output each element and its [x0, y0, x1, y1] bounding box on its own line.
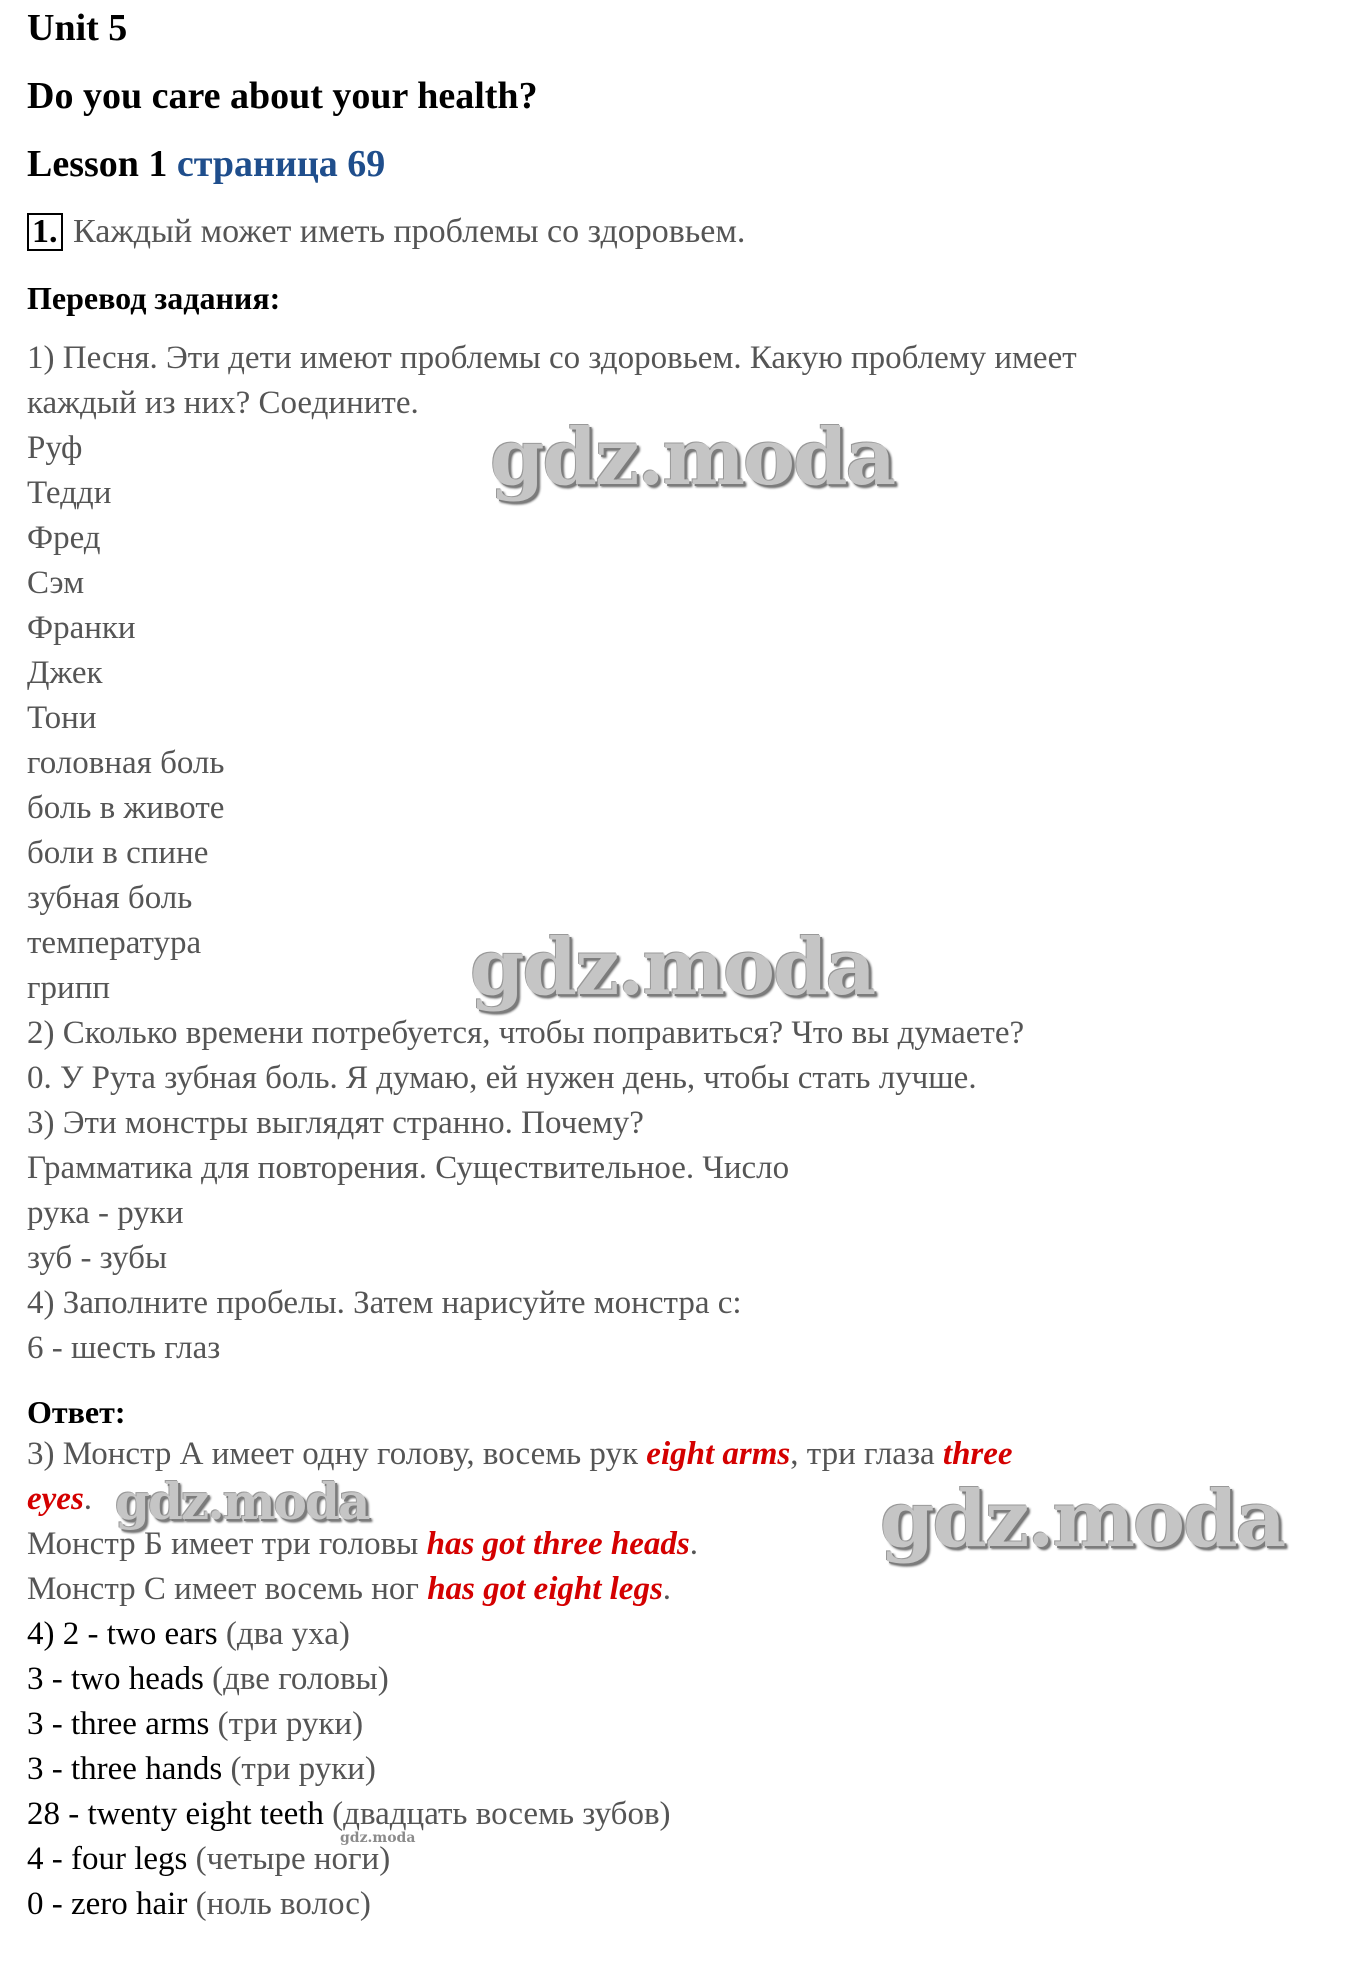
translation-lines: [27, 336, 1077, 1371]
answer-text: .: [83, 1481, 93, 1517]
answer-item-en: 4 - four legs: [27, 1841, 188, 1877]
answer-monster-a-line2: [27, 1477, 1013, 1522]
answer-monster-a-line1: [27, 1432, 1013, 1477]
watermark: gdz.moda: [490, 412, 895, 503]
answer-item-en: 3 - three arms: [27, 1706, 210, 1742]
translation-line: Франки: [27, 610, 136, 646]
translation-line: 4) Заполните пробелы. Затем нарисуйте монстра с:: [27, 1285, 742, 1321]
translation-line: боль в животе: [27, 790, 225, 826]
unit-title: Unit 5: [27, 7, 128, 49]
translation-heading: Перевод задания:: [27, 280, 281, 316]
answer-item: [27, 1837, 1013, 1882]
translation-line: Тони: [27, 700, 97, 736]
answer-item: [27, 1612, 1013, 1657]
answer-heading: Ответ:: [27, 1394, 126, 1430]
translation-line: Руф: [27, 430, 83, 466]
page-reference: страница 69: [176, 143, 386, 185]
translation-line: Грамматика для повторения. Существительное. Число: [27, 1150, 790, 1186]
answer-item-ru: (два уха): [217, 1616, 350, 1652]
answer-item-ru: (три руки): [222, 1751, 376, 1787]
answer-text: 3) Монстр А имеет одну голову, восемь рук: [27, 1436, 647, 1472]
lesson-label: Lesson 1: [27, 143, 168, 185]
watermark: gdz.moda: [880, 1474, 1285, 1565]
translation-line: 3) Эти монстры выглядят странно. Почему?: [27, 1105, 644, 1141]
answer-item-ru: (ноль волос): [187, 1886, 371, 1922]
translation-line: зубная боль: [27, 880, 193, 916]
answer-text: .: [662, 1571, 672, 1607]
translation-line: рука - руки: [27, 1195, 184, 1231]
answer-highlight: three: [942, 1436, 1013, 1472]
watermark: gdz.moda: [470, 922, 875, 1013]
translation-line: 2) Сколько времени потребуется, чтобы поправиться? Что вы думаете?: [27, 1015, 1025, 1051]
translation-line: 6 - шесть глаз: [27, 1330, 221, 1366]
task-text: Каждый может иметь проблемы со здоровьем.: [73, 213, 746, 250]
answer-text: Монстр Б имеет три головы: [27, 1526, 427, 1562]
translation-line: каждый из них? Соедините.: [27, 385, 419, 421]
answer-text: , три глаза: [790, 1436, 943, 1472]
translation-line: грипп: [27, 970, 111, 1006]
answer-item-en: 28 - twenty eight teeth: [27, 1796, 324, 1832]
answer-item-en: 3 - two heads: [27, 1661, 204, 1697]
answer-monster-c: [27, 1567, 1013, 1612]
answer-item-ru: (четыре ноги): [187, 1841, 391, 1877]
topic-title: Do you care about your health?: [27, 75, 538, 117]
translation-line: Сэм: [27, 565, 85, 601]
translation-line: зуб - зубы: [27, 1240, 168, 1276]
answer-lines: [27, 1432, 1013, 1927]
translation-line: 0. У Рута зубная боль. Я думаю, ей нужен день, чтобы стать лучше.: [27, 1060, 977, 1096]
answer-item: [27, 1657, 1013, 1702]
answer-item-ru: (три руки): [209, 1706, 364, 1742]
answer-item: [27, 1747, 1013, 1792]
task-number: 1.: [27, 213, 63, 251]
answer-highlight: has got eight legs: [427, 1571, 663, 1607]
answer-text: .: [689, 1526, 698, 1562]
translation-line: Джек: [27, 655, 103, 691]
answer-item: [27, 1792, 1013, 1837]
answer-item-ru: (две головы): [203, 1661, 389, 1697]
lesson-title: [27, 142, 385, 186]
translation-line: Тедди: [27, 475, 112, 511]
answer-highlight: eight arms: [646, 1436, 791, 1472]
translation-line: боли в спине: [27, 835, 209, 871]
answer-monster-b: [27, 1522, 1013, 1567]
translation-line: 1) Песня. Эти дети имеют проблемы со здоровьем. Какую проблему имеет: [27, 340, 1077, 376]
translation-line: Фред: [27, 520, 101, 556]
answer-item: [27, 1882, 1013, 1927]
answer-item-ru: (двадцать восемь зубов): [323, 1796, 671, 1832]
answer-item-en: 0 - zero hair: [27, 1886, 188, 1922]
answer-text: Монстр С имеет восемь ног: [27, 1571, 428, 1607]
translation-line: температура: [27, 925, 202, 961]
answer-highlight: eyes: [27, 1481, 84, 1517]
translation-line: головная боль: [27, 745, 225, 781]
answer-item-en: 4) 2 - two ears: [27, 1616, 218, 1652]
task-line: [27, 212, 745, 252]
watermark: gdz.moda: [115, 1472, 369, 1531]
watermark: gdz.moda: [340, 1830, 416, 1846]
answer-item-en: 3 - three hands: [27, 1751, 223, 1787]
answer-highlight: has got three heads: [426, 1526, 690, 1562]
answer-item: [27, 1702, 1013, 1747]
